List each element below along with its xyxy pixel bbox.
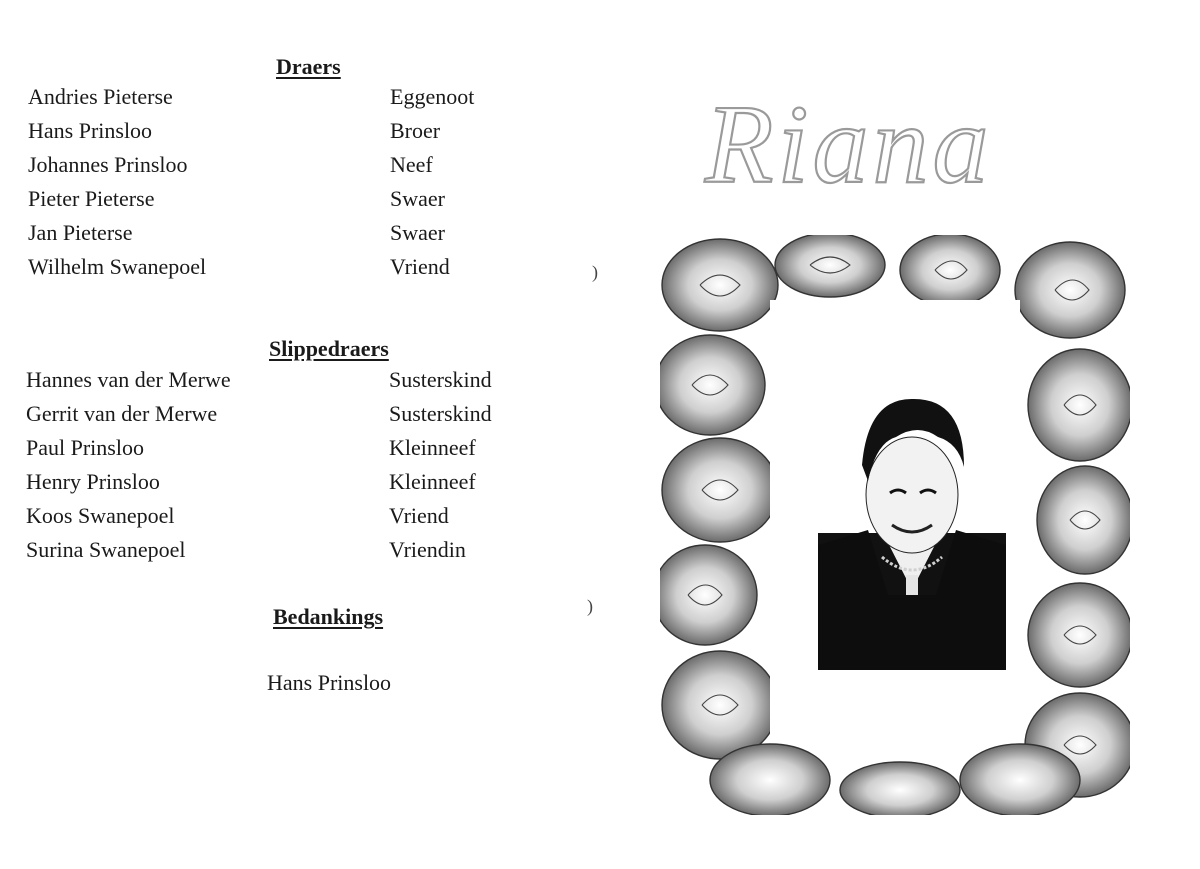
draers-relation: Neef: [390, 152, 433, 177]
draers-name: Jan Pieterse: [28, 220, 133, 245]
draers-row: [0, 84, 600, 118]
slippedraers-relation: Susterskind: [389, 367, 492, 392]
draers-row: [0, 186, 600, 220]
slippedraers-relation: Vriendin: [389, 537, 466, 562]
bedankings-heading: Bedankings: [273, 604, 384, 629]
draers-name: Pieter Pieterse: [28, 186, 155, 211]
draers-relation: Swaer: [390, 186, 445, 211]
draers-name: Wilhelm Swanepoel: [28, 254, 207, 279]
slippedraers-row: [0, 435, 600, 469]
right-page: [600, 0, 1200, 869]
slippedraers-relation: Susterskind: [389, 401, 492, 426]
fold-mark: ): [592, 262, 598, 282]
slippedraers-name: Henry Prinsloo: [26, 469, 160, 494]
slippedraers-relation: Kleinneef: [389, 435, 476, 460]
draers-heading: Draers: [276, 54, 341, 79]
slippedraers-name: Surina Swanepoel: [26, 537, 186, 562]
draers-row: [0, 118, 600, 152]
slippedraers-row: [0, 503, 600, 537]
slippedraers-row: [0, 537, 600, 571]
slippedraers-heading: Slippedraers: [269, 336, 389, 361]
fold-mark: ): [587, 596, 593, 616]
slippedraers-row: [0, 367, 600, 401]
slippedraers-relation: Kleinneef: [389, 469, 476, 494]
slippedraers-name: Paul Prinsloo: [26, 435, 144, 460]
cover-title-text: Riana: [705, 83, 993, 207]
draers-row: [0, 220, 600, 254]
draers-name: Hans Prinsloo: [28, 118, 153, 143]
slippedraers-name: Koos Swanepoel: [26, 503, 175, 528]
draers-relation: Swaer: [390, 220, 445, 245]
slippedraers-name: Gerrit van der Merwe: [26, 401, 218, 426]
portrait-photo: [818, 385, 1006, 670]
slippedraers-relation: Vriend: [389, 503, 449, 528]
bedankings-name: Hans Prinsloo: [267, 670, 392, 695]
draers-relation: Eggenoot: [390, 84, 475, 109]
slippedraers-name: Hannes van der Merwe: [26, 367, 231, 392]
draers-relation: Vriend: [390, 254, 450, 279]
draers-row: [0, 152, 600, 186]
slippedraers-row: [0, 469, 600, 503]
cover-title: [695, 60, 1095, 220]
draers-name: Andries Pieterse: [28, 84, 173, 109]
draers-relation: Broer: [390, 118, 441, 143]
draers-row: [0, 254, 600, 288]
draers-name: Johannes Prinsloo: [28, 152, 188, 177]
slippedraers-row: [0, 401, 600, 435]
